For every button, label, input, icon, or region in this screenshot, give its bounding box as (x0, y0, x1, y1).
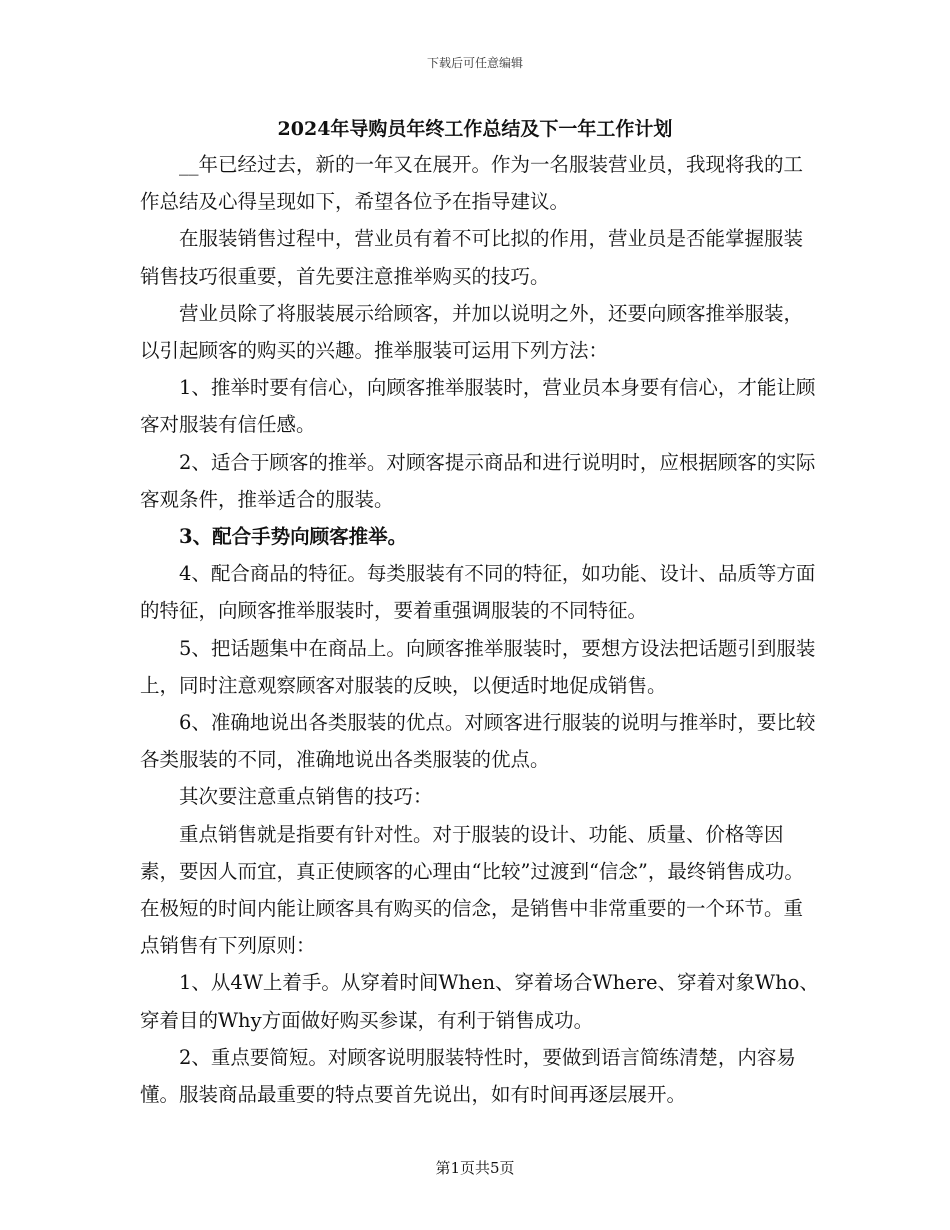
page-footer: 第1页共5页 (435, 1159, 515, 1177)
paragraph-method-5: 5、把话题集中在商品上。向顾客推举服装时，要想方设法把话题引到服装上，同时注意观察顾客对服装的反映，以便适时地促成销售。 (140, 636, 816, 697)
paragraph-method-6: 6、准确地说出各类服装的优点。对顾客进行服装的说明与推举时，要比较各类服装的不同，准确地说出各类服装的优点。 (140, 711, 816, 772)
paragraph-key-sales-intro: 其次要注意重点销售的技巧： (179, 785, 433, 809)
page-header: 下载后可任意编辑 (426, 56, 523, 70)
paragraph-recommend-methods: 营业员除了将服装展示给顾客，并加以说明之外，还要向顾客推举服装，以引起顾客的购买的兴趣。推举服装可运用下列方法： (140, 301, 804, 363)
document-title: 2024年导购员年终工作总结及下一年工作计划 (277, 118, 673, 140)
paragraph-method-4: 4、配合商品的特征。每类服装有不同的特征，如功能、设计、品质等方面的特征，向顾客推举服装时，要着重强调服装的不同特征。 (140, 562, 816, 623)
paragraph-key-sales-detail: 重点销售就是指要有针对性。对于服装的设计、功能、质量、价格等因素，要因人而宜，真正使顾客的心理由“比较”过渡到“信念”，最终销售成功。在极短的时间内能让顾客具有购买的信念，是销售中非常重要的一个环节。重点销售有下列原则： (140, 822, 804, 958)
paragraph-method-1: 1、推举时要有信心，向顾客推举服装时，营业员本身要有信心，才能让顾客对服装有信任感。 (140, 376, 816, 437)
paragraph-principle-2: 2、重点要简短。对顾客说明服装特性时，要做到语言简练清楚，内容易懂。服装商品最重要的特点要首先说出，如有时间再逐层展开。 (140, 1045, 796, 1107)
paragraph-principle-1: 1、从4W上着手。从穿着时间When、穿着场合Where、穿着对象Who、穿着目的Why方面做好购买参谋，有利于销售成功。 (140, 971, 819, 1032)
paragraph-method-3: 3、配合手势向顾客推举。 (179, 525, 408, 549)
paragraph-method-2: 2、适合于顾客的推举。对顾客提示商品和进行说明时，应根据顾客的实际客观条件，推举适合的服装。 (140, 450, 816, 511)
document-body (140, 146, 820, 1113)
paragraph-sales-role: 在服装销售过程中，营业员有着不可比拟的作用，营业员是否能掌握服装销售技巧很重要，首先要注意推举购买的技巧。 (140, 227, 804, 288)
paragraph-intro: __年已经过去，新的一年又在展开。作为一名服装营业员，我现将我的工作总结及心得呈现如下，希望各位予在指导建议。 (140, 153, 804, 214)
